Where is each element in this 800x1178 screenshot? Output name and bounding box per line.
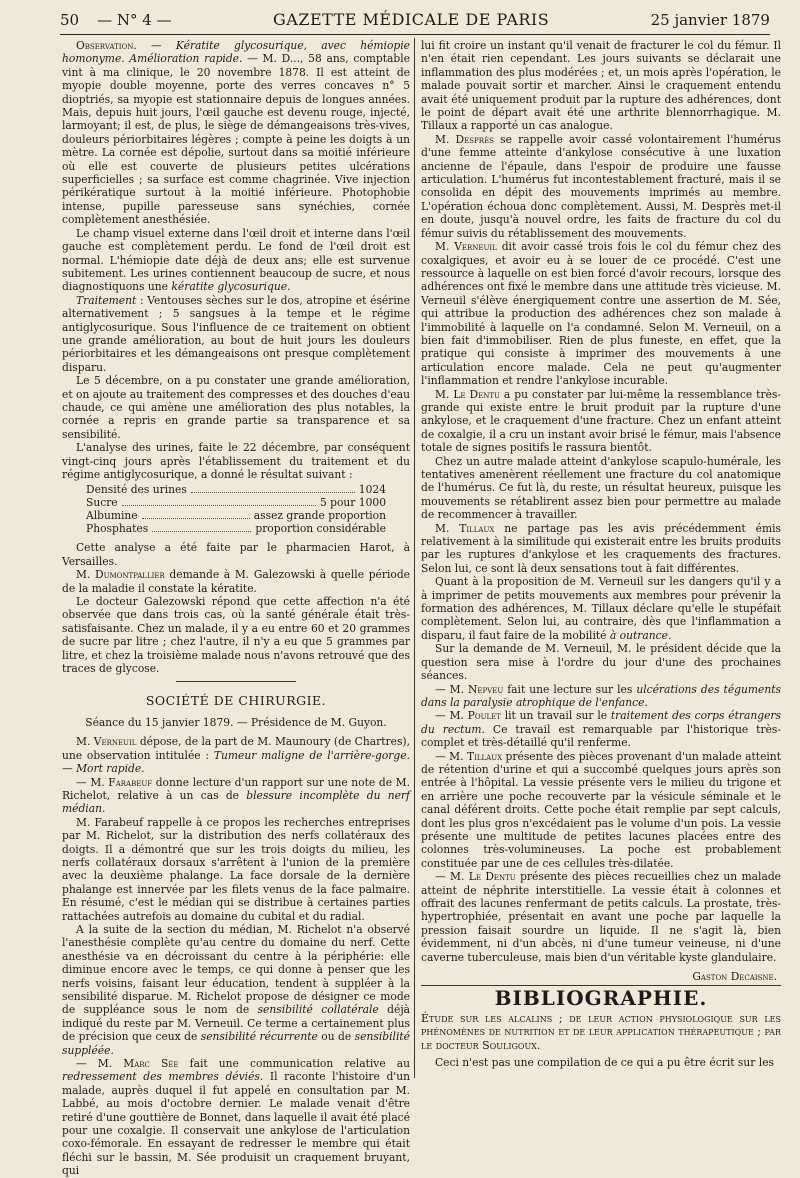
- text: dit avoir cassé trois fois le col du fémur chez des coxalgiques, et avoir eu à se louer de ce procédé. C'est une ressource à laquelle on est bien forcé d'avoir recours, lorsque des adhérences ont fixé le membre dans une attitude très vicieuse. M. Verneuil s'élève énergiquement contre une assertion de M. Sée, qui attribue la production des adhérences chez son malade à l'immobilité à laquelle on l'a condamné. Selon M. Verneuil, on a bien fait d'immobiliser. Rien de plus funeste, en effet, que la pratique qui consiste à imprimer des mouvements à une articulation encore malade. Cela ne peut qu'augmenter l'inflammation et rendre l'ankylose incurable.: [421, 240, 781, 388]
- text: : Ventouses sèches sur le dos, atropine et ésérine alternativement ; 5 sangsues à la tempe et le régime antiglycosurique. Sous l'influence de ce traitement on obtient une grande amélioration, au bout de huit jours les douleurs périorbitaires et les démangeaisons ont presque complètement disparu.: [62, 293, 410, 374]
- paragraph: Chez un autre malade atteint d'ankylose scapulo-humérale, les tentatives amenèrent réellement une fracture du col anatomique de l'humérus. Ce fut là, du reste, un résultat heureux, puisque les mouvements se rétablirent assez bien pour permettre au malade de recommencer à travailler.: [421, 454, 781, 522]
- text: donne lecture d'un rapport sur une note de M. Richelot, relative à un cas de: [62, 775, 410, 802]
- speaker-name: M. Verneuil: [76, 735, 137, 749]
- text: se rappelle avoir cassé volontairement l'humérus d'une femme atteinte d'ankylose consécutive à une luxation ancienne de l'épaule, dans l'espoir de produire une fausse articulation. L'humérus fut incontestablement fracturé, mais il se consolida en dépit des mouvements imprimés au membre. L'opération échoua donc complètement. Aussi, M. Desprès met-il en doute, jusqu'à nouvel ordre, les faits de fracture du col du fémur suivis du rétablissement des mouvements.: [421, 132, 781, 240]
- speaker-name: M. Tillaux: [435, 521, 495, 535]
- issue-date: 25 janvier 1879: [650, 11, 770, 29]
- speaker-name: Marc Sée: [123, 1057, 179, 1071]
- text: a pu constater par lui-même la ressemblance très-grande qui existe entre le bruit produit par la rupture d'une ankylose, et le craquement d'une fracture. Chez un enfant atteint de coxalgie, il a cru un instant avoir brisé le fémur, mais l'absence totale de signes positifs le rassura bientôt.: [421, 387, 781, 455]
- text: lit un travail sur le: [500, 709, 611, 723]
- paragraph: M. Farabeuf rappelle à ce propos les recherches entreprises par M. Richelot, sur la distribution des nerfs collatéraux des doigts. Il a démontré que sur les trois doigts du milieu, les nerfs collatéraux dorsaux s'arrêtent à l'union de la première avec la deuxième phalange. La face dorsale de la dernière phalange est innervée par les filets venus de la face palmaire. En résumé, c'est le médian qui se distribue à certaines parties rattachées autrefois au domaine du cubital et du radial.: [62, 815, 410, 923]
- italic-text: Tumeur maligne de l'arrière-gorge. — Mort rapide.: [62, 748, 410, 776]
- urine-analysis-table: [86, 483, 386, 535]
- leader-dots: [122, 496, 316, 506]
- left-column: [62, 39, 410, 1178]
- paragraph: [421, 870, 781, 964]
- paragraph: [421, 240, 781, 387]
- paragraph: [421, 133, 781, 240]
- text: fait une lecture sur les: [503, 682, 637, 696]
- text: — M.: [435, 709, 468, 723]
- paragraph: [62, 1057, 410, 1178]
- italic-text: sensibilité collatérale: [257, 1003, 379, 1017]
- paragraph: [62, 568, 410, 595]
- section-rule: [176, 681, 296, 682]
- observation-paragraph: [62, 39, 410, 227]
- paragraph: [421, 709, 781, 749]
- text: — M.: [435, 682, 468, 696]
- treatment-label: Traitement: [76, 293, 137, 307]
- italic-text: sensibilité suppléée.: [62, 1030, 410, 1057]
- text: Il raconte l'histoire d'un malade, auprès duquel il fut appelé en consultation par M. Labbé, au mois d'octobre dernier. Le malade venait d'être retiré d'une gouttière de Bonnet, dans laquelle il avait été placé pour une coxalgie. Il conservait une ankylose de l'articulation coxo-fémorale. En essayant de redresser le membre qui était fléchi sur le bassin, M. Sée produisit un craquement bruyant, qui: [62, 1070, 410, 1178]
- speaker-name: M. Desprès: [435, 132, 494, 146]
- page-number: 50: [60, 11, 80, 29]
- speaker-name: Nepveu: [468, 682, 504, 696]
- text: présente des pièces provenant d'un malade atteint de rétention d'urine et qui a succombé quelques jours après son entrée à l'hôpital. La vessie présente vers le milieu du trigone et en arrière une poche recouverte par la vésicule séminale et le canal déférent droits. Cette poche était remplie par sept calculs, dont les plus gros n'excédaient pas le volume d'un pois. La vessie présente une multitude de petites lacunes placées entre des colonnes très-volumineuses. La poche est probablement constituée par une de ces cellules très-dilatée.: [421, 749, 781, 870]
- text: dépose, de la part de M. Maunoury (de Chartres), une observation intitulée :: [62, 735, 410, 762]
- italic-text: redressement des membres déviés.: [62, 1070, 264, 1084]
- text: ne partage pas les avis précédemment émis relativement à la similitude qui existerait entre les bruits produits par les ruptures d'ankylose et les craquements des fractures. Selon lui, ce sont là deux sensations tout à fait différentes.: [421, 521, 781, 575]
- italic-text: à outrance.: [609, 628, 672, 642]
- analysis-row: [86, 483, 386, 496]
- session-line: Séance du 15 janvier 1879. — Présidence de M. Guyon.: [85, 715, 387, 729]
- paragraph: lui fit croire un instant qu'il venait de fracturer le col du fémur. Il n'en était rien cependant. Les jours suivants se déclarait une inflammation des plus modérées ; et, un mois après l'opération, le malade pouvait sortir et marcher. Ainsi le craquement entendu avait été uniquement produit par la rupture des adhérences, dont le point de départ avait été une arthrite blennorrhagique. M. Tillaux a rapporté un cas analogue.: [421, 39, 781, 133]
- analysis-value: proportion considérable: [255, 522, 386, 536]
- italic-text: kératite glycosurique.: [171, 280, 291, 294]
- text: Ce travail est remarquable par l'historique très-complet et très-détaillé qu'il renferme.: [421, 722, 781, 750]
- issue-number: — N° 4 —: [97, 11, 172, 29]
- page-header: [60, 10, 770, 32]
- paragraph: [421, 683, 781, 710]
- italic-text: sensibilité récurrente: [200, 1030, 318, 1044]
- text: Quant à la proposition de M. Verneuil sur les dangers qu'il y a à imprimer de petits mouvements aux membres pour prévenir la formation des adhérences, M. Tillaux déclare qu'elle le stupéfait complètement. Selon lui, au contraire, dès que l'inflammation a disparu, il faut faire de la mobilité: [421, 575, 781, 642]
- text: présente des pièces recueillies chez un malade atteint de néphrite interstitielle. La vessie était à colonnes et offrait des lacunes renfermant de petits calculs. La prostate, très-hypertrophiée, présentait en avant une poche par laquelle la pression faisait sourdre un liquide. Il ne s'agit là, bien évidemment, ni d'un abcès, ni d'une tumeur veineuse, ni d'une caverne tuberculeuse, mais bien d'un véritable kyste glandulaire.: [421, 870, 782, 964]
- speaker-name: Poulet: [467, 709, 501, 723]
- paragraph: Ceci n'est pas une compilation de ce qui a pu être écrit sur les: [435, 1056, 775, 1070]
- speaker-name: Le Dentu: [468, 870, 516, 884]
- speaker-name: M. Le Dentu: [435, 387, 500, 401]
- text: demande à M. Galezowski à quelle période de la maladie il constate la kératite.: [62, 568, 410, 595]
- paragraph: [421, 575, 781, 642]
- author-signature: Gaston Decaisne.: [692, 970, 777, 984]
- speaker-name: Farabeuf: [108, 775, 153, 789]
- analysis-row: [86, 496, 386, 509]
- treatment-paragraph: [62, 294, 410, 374]
- paragraph: [421, 388, 781, 455]
- leader-dots: [191, 483, 355, 493]
- paragraph: Le 5 décembre, on a pu constater une grande amélioration, et on ajoute au traitement des compresses et des douches d'eau chaude, ce qui amène une amélioration des plus notables, la cornée a repris en grande partie sa transparence et sa sensibilité.: [62, 374, 410, 441]
- text: Le champ visuel externe dans l'œil droit et interne dans l'œil gauche est complètement perdu. Le fond de l'œil droit est normal. L'hémiopie date déjà de deux ans; elle est survenue subitement. Les urines contiennent beaucoup de sucre, et nous diagnostiquons une: [62, 226, 410, 294]
- paragraph: L'analyse des urines, faite le 22 décembre, par conséquent vingt-cinq jours après l'établissement du traitement et du régime antiglycosurique, a donné le résultat suivant :: [62, 441, 410, 481]
- text: ou de: [317, 1030, 355, 1044]
- paragraph: Sur la demande de M. Verneuil, M. le président décide que la question sera mise à l'ordre du jour d'une des prochaines séances.: [421, 642, 781, 683]
- paragraph: Le docteur Galezowski répond que cette affection n'a été observée que dans trois cas, où la santé générale était très-satisfaisante. Chez un malade, il y a eu entre 60 et 20 grammes de sucre par litre ; chez l'autre, il n'y a eu que 5 grammes par litre, et chez la troisième malade nous n'avons retrouvé que des traces de glycose.: [62, 595, 410, 676]
- text: — M.: [435, 749, 467, 763]
- analysis-label: Sucre: [86, 496, 118, 510]
- italic-text: blessure incomplète du nerf médian.: [62, 788, 410, 816]
- analysis-value: 5 pour 1000: [319, 496, 386, 510]
- observation-text: — M. D..., 58 ans, comptable vint à ma clinique, le 20 novembre 1878. Il est atteint de myopie double moyenne, porte des verres concaves n° 5 dioptriés, sa myopie est stationnaire depuis de longues années. Mais, depuis huit jours, l'œil gauche est devenu rouge, injecté, larmoyant; il est, de plus, le siège de démangeaisons très-vives, douleurs périorbitaires légères ; compte à peine les doigts à un mètre. La cornée est dépolie, surtout dans sa moitié inférieure où elle est couverte de plusieurs petites ulcérations superficielles ; sa surface est comme chagrinée. Vive injection périkératique surtout à la moitié inférieure. Photophobie intense, pupille paresseuse sans synéchies, cornée complètement anesthésiée.: [62, 52, 410, 227]
- bibliography-title: BIBLIOGRAPHIE.: [494, 986, 708, 1011]
- text: déjà indiqué du reste par M. Verneuil. Ce terme a certainement plus de précision que ceux de: [62, 1003, 410, 1044]
- speaker-name: Tillaux: [466, 749, 503, 763]
- paragraph: Cette analyse a été faite par le pharmacien Harot, à Versailles.: [62, 541, 410, 568]
- header-rule: [60, 34, 770, 35]
- paragraph: [421, 522, 781, 576]
- text: fait une communication relative au: [178, 1057, 410, 1071]
- observation-label: Observation. —: [76, 39, 176, 52]
- analysis-label: Albumine: [86, 509, 138, 523]
- analysis-value: assez grande proportion: [253, 509, 386, 523]
- bibliography-subtitle: Étude sur les alcalins ; de leur action physiologique sur les phénomènes de nutrition et de leur application thérapeutique ; par le docteur Souligoux.: [421, 1011, 781, 1052]
- analysis-row: [86, 522, 386, 535]
- paragraph: [62, 227, 410, 294]
- section-title: SOCIÉTÉ DE CHIRURGIE.: [145, 693, 327, 709]
- right-column: [421, 39, 781, 1082]
- text: — M.: [76, 775, 109, 789]
- speaker-name: M. Verneuil: [435, 240, 497, 254]
- speaker-name: M. Dumontpallier: [76, 568, 165, 582]
- paragraph: [62, 776, 410, 816]
- paragraph: [62, 735, 410, 775]
- paragraph: [62, 923, 410, 1057]
- text: — M.: [76, 1057, 124, 1071]
- analysis-value: 1024: [358, 483, 386, 497]
- italic-text: ulcérations des téguments dans la paralysie atrophique de l'enfance.: [421, 682, 781, 709]
- leader-dots: [152, 522, 251, 532]
- journal-title: GAZETTE MÉDICALE DE PARIS: [272, 10, 550, 29]
- text: — M.: [435, 870, 469, 884]
- analysis-row: [86, 509, 386, 522]
- analysis-label: Phosphates: [86, 522, 149, 536]
- leader-dots: [142, 509, 250, 519]
- analysis-label: Densité des urines: [86, 483, 187, 497]
- text: A la suite de la section du médian, M. Richelot n'a observé l'anesthésie complète qu'au centre du domaine du nerf. Cette anesthésie va en décroissant du centre à la périphérie: elle diminue encore avec le temps, ce qui donne à penser que les nerfs voisins, faisant leur éducation, tendent à suppléer à la sensibilité disparue. M. Richelot propose de désigner ce mode de suppléance sous le nom de: [62, 922, 410, 1017]
- italic-text: traitement des corps étrangers du rectum.: [421, 709, 781, 736]
- paragraph: [421, 750, 781, 871]
- observation-title: Kératite glycosurique, avec hémiopie homonyme. Amélioration rapide.: [62, 39, 410, 66]
- column-divider: [414, 38, 415, 1078]
